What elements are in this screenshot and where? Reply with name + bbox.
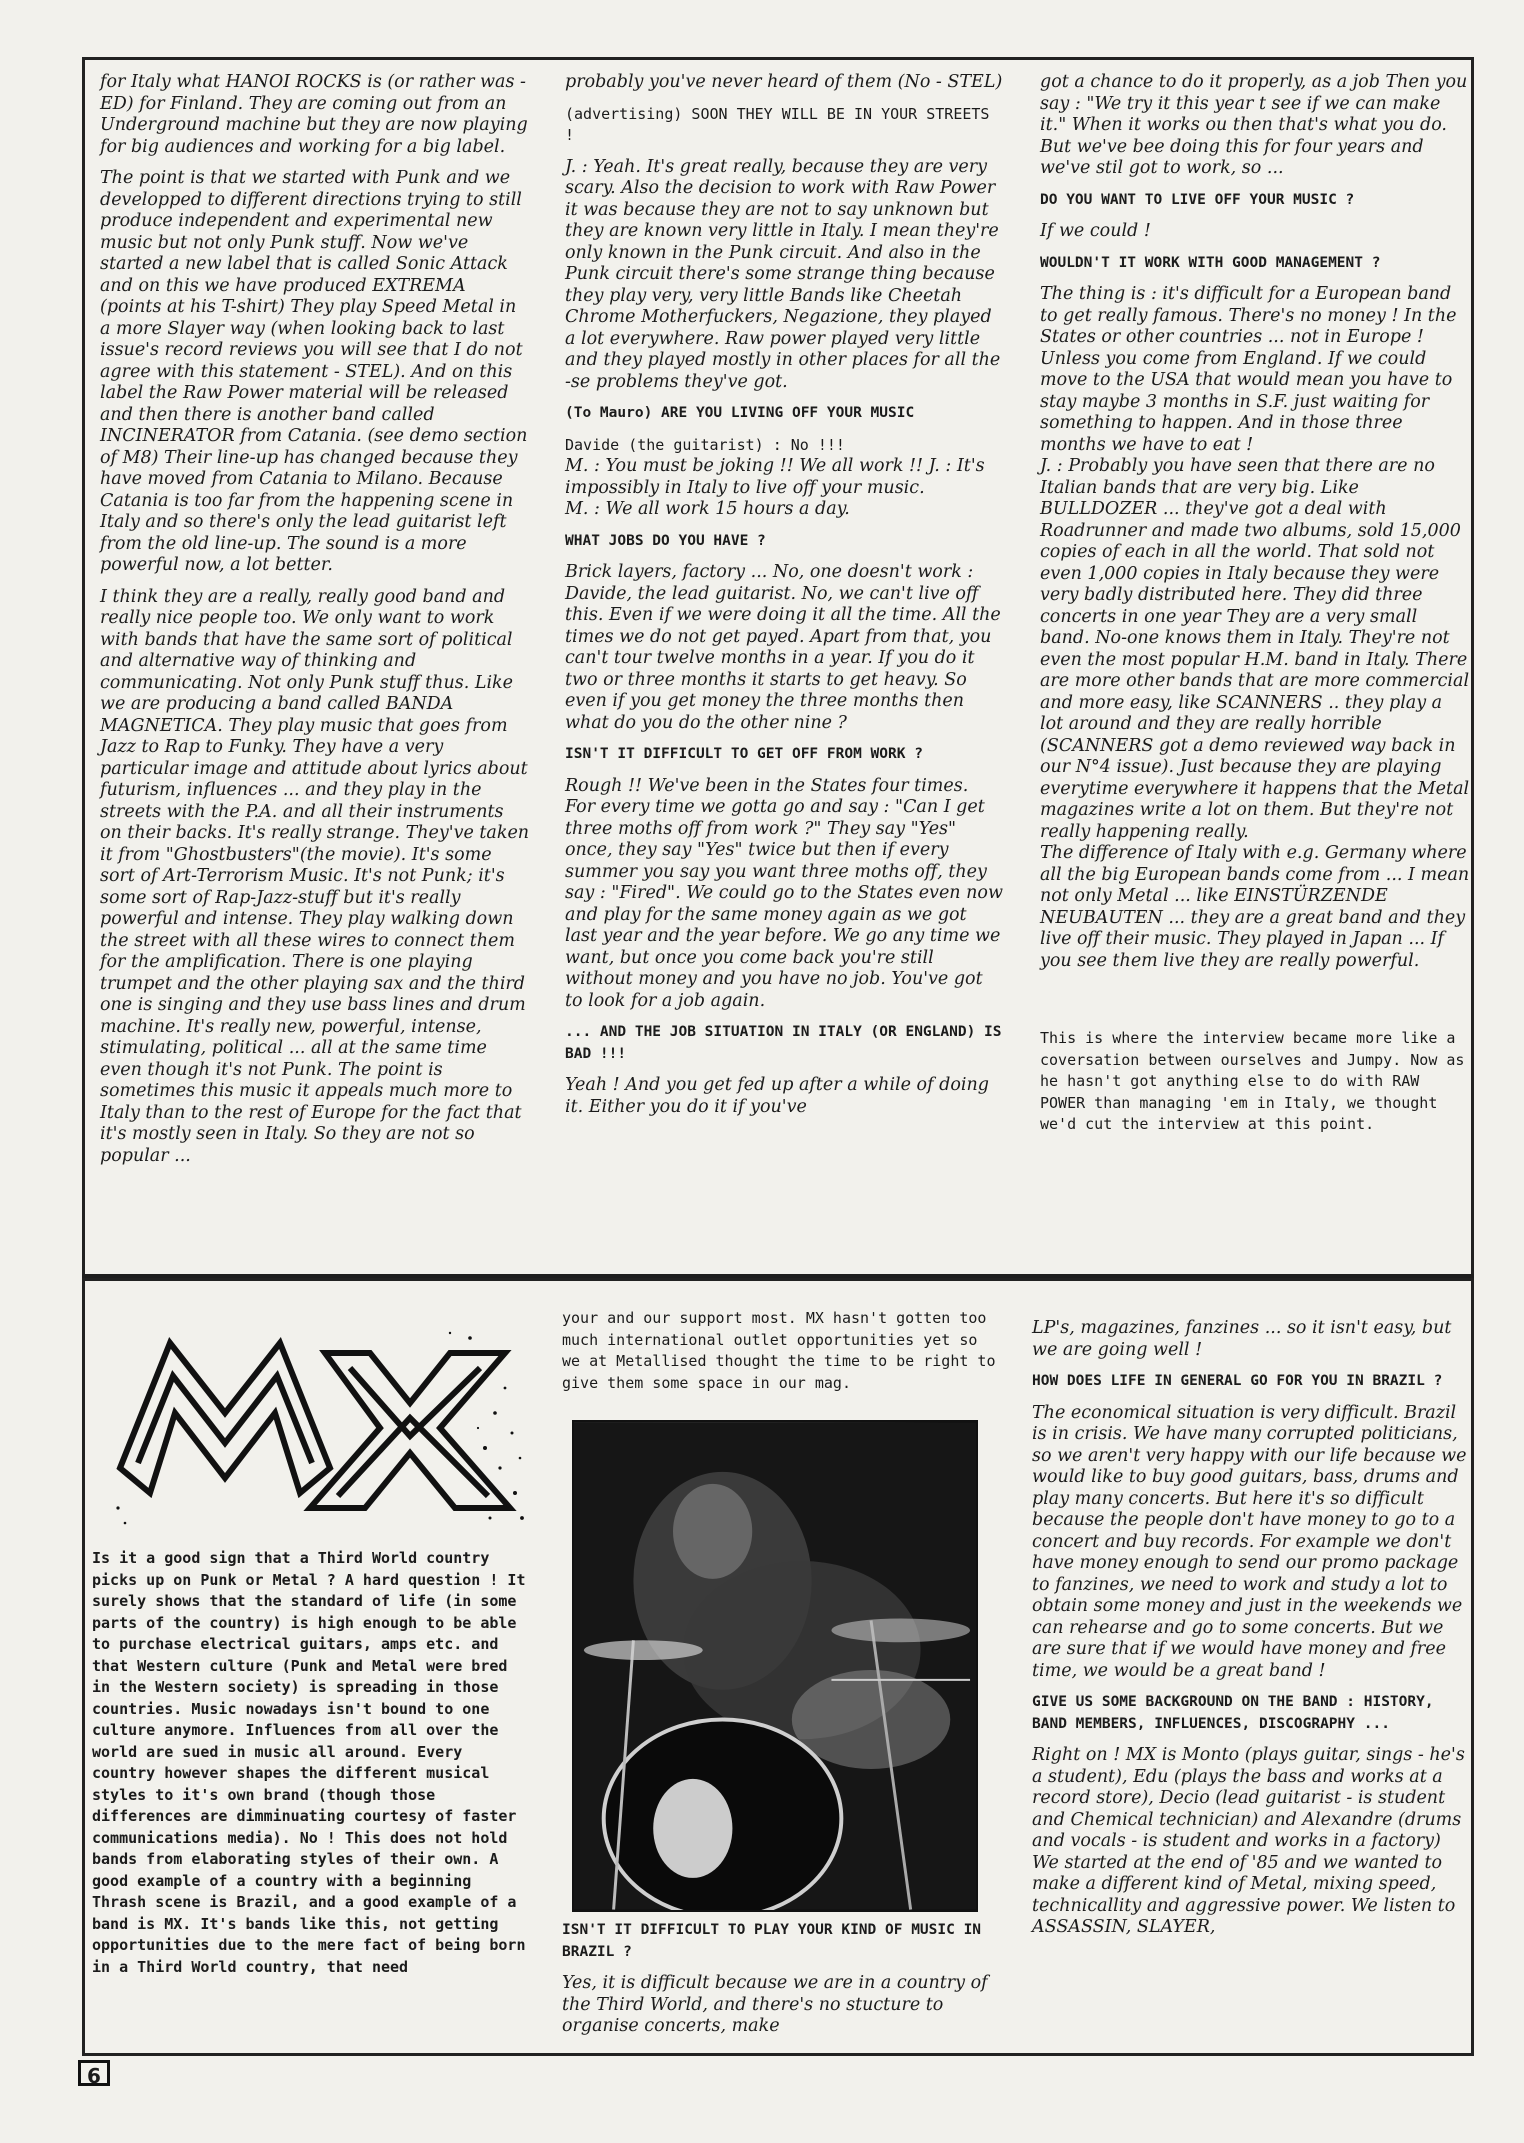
editor-note: This is where the interview became more like a coversation between ourselves and Jumpy. Now as he hasn't got anything else to do with RAW POWER than managing 'em in Italy, we thought we'd cut the interview at this point.: [1040, 1029, 1465, 1133]
paragraph: I think they are a really, really good band and really nice people too. We only want to work with bands that have the same sort of political and alternative way of thinking and communicating. Not only Punk stuff thus. Like we are producing a band called BANDA MAGNETICA. They play music that goes from Jazz to Rap to Funky. They have a very particular image and attitude about lyrics about futurism, influences ... and they play in the streets with the P.A. and all their instruments on their backs. It's really strange. They've taken it from "Ghostbusters"(the movie). It's some sort of Art-Terrorism Music. It's not Punk; it's some sort of Rap-Jazz-stuff but it's really powerful and intense. They play walking down the street with all these wires to connect them for the amplification. There is one playing trumpet and the other playing sax and the third one is singing and they use bass lines and drum machine. It's really new, powerful, intense, stimulating, political ... all at the same time even though it's not Punk. The point is sometimes this music it appeals much more to Italy than to the rest of Europe for the fact that it's mostly seen in Italy. So they are not so popular ...: [100, 586, 530, 1166]
bottom-column-3: [1032, 1318, 1472, 1949]
bottom-column-2-lower: [562, 1920, 1002, 2048]
paragraph: M. : You must be joking !! We all work !! J. : It's impossibly in Italy to live off your music.: [565, 456, 985, 498]
paragraph: your and our support most. MX hasn't gotten too much international outlet opportunities yet so we at Metallised thought the time to be right to give them some space in our mag.: [562, 1309, 996, 1392]
paragraph: Davide (the guitarist) : No !!!: [565, 435, 845, 454]
paragraph: J. : Yeah. It's great really, because they are very scary. Also the decision to work with Raw Power it was because they are not to say unknown but they are known very little in Italy. I mean they're only known in the Punk circuit. And also in the Punk circuit there's some strange thing because they play very, very little Bands like Cheetah Chrome Motherfuckers, Negazione, they played a lot everywhere. Raw power played very little and they played mostly in other places for all the -se problems they've got.: [565, 156, 1001, 392]
paragraph: for Italy what HANOI ROCKS is (or rather was - ED) for Finland. They are coming out from an Underground machine but they are now playing for big audiences and working for a big label.: [100, 72, 528, 157]
paragraph: The difference of Italy with e.g. Germany where all the big European bands come from ... I mean not only Metal ... like EINSTÜRZENDE NEUBAUTEN ... they are a great band and they live off their music. They played in Japan ... If you see them live they are really powerful.: [1040, 843, 1470, 971]
interview-question: (To Mauro) ARE YOU LIVING OFF YOUR MUSIC: [565, 405, 915, 421]
bottom-column-2: [562, 1308, 1002, 1404]
interview-question: WOULDN'T IT WORK WITH GOOD MANAGEMENT ?: [1040, 254, 1381, 271]
paragraph: LP's, magazines, fanzines ... so it isn't easy, but we are going well !: [1032, 1318, 1452, 1360]
interview-question: DO YOU WANT TO LIVE OFF YOUR MUSIC ?: [1040, 191, 1355, 208]
top-column-2: [565, 72, 1003, 1128]
interview-question: HOW DOES LIFE IN GENERAL GO FOR YOU IN BRAZIL ?: [1032, 1373, 1443, 1389]
paragraph: (advertising) SOON THEY WILL BE IN YOUR STREETS !: [565, 104, 990, 144]
interview-question: GIVE US SOME BACKGROUND ON THE BAND : HISTORY, BAND MEMBERS, INFLUENCES, DISCOGRAPHY ...: [1032, 1694, 1434, 1732]
paragraph: probably you've never heard of them (No - STEL): [565, 72, 1003, 92]
paragraph: got a chance to do it properly, as a job Then you say : "We try it this year t see if we can make it." When it works ou then that's what you do. But we've bee doing this for four years and we've stil got to work, so ...: [1040, 72, 1468, 178]
paragraph: The economical situation is very difficult. Brazil is in crisis. We have many corrupted politicians, so we aren't very happy with our life because we would like to buy good guitars, bass, drums and play many concerts. But here it's so difficult because the people don't have money to go to a concert and buy records. For example we don't have money enough to send our promo package to fanzines, we need to work and study a lot to obtain some money and just in the weekends we can rehearse and go to some concerts. But we are sure that if we would have money and free time, we would be a great band !: [1032, 1402, 1467, 1681]
paragraph: M. : We all work 15 hours a day.: [565, 499, 850, 519]
interview-question: ISN'T IT DIFFICULT TO GET OFF FROM WORK ?: [565, 746, 923, 762]
paragraph: Rough !! We've been in the States four times. For every time we gotta go and say : "Can I get three moths off from work ?" They say "Yes" once, they say "Yes" twice but then if every summer you say you want three moths off, they say : "Fired". We could go to the States even now and play for the same money again as we got last year and the year before. We go any time we want, but once you come back you're still without money and you have no job. You've got to look for a job again.: [565, 775, 1003, 1011]
bottom-column-1: [92, 1548, 530, 1988]
paragraph: Yeah ! And you get fed up after a while of doing it. Either you do it if you've: [565, 1075, 989, 1117]
paragraph: If we could !: [1040, 221, 1151, 241]
paragraph: Brick layers, factory ... No, one doesn't work : Davide, the lead guitarist. No, we can't live off this. Even if we were doing it all the time. All the times we do not get payed. Apart from that, you can't tour twelve months in a year. If you do it two or three months it starts to get heavy. So even if you get money the three months then what do you do the other nine ?: [565, 562, 1001, 733]
paragraph: The point is that we started with Punk and we developped to different directions trying to still produce independent and experimental new music but not only Punk stuff. Now we've started a new label that is called Sonic Attack and on this we have produced EXTREMA (points at his T-shirt) They play Speed Metal in a more Slayer way (when looking back to last issue's record reviews you will see that I do not agree with this statement - STEL). And on this label the Raw Power material will be released and then there is another band called INCINERATOR from Catania. (see demo section of M8) Their line-up has changed because they have moved from Catania to Milano. Because Catania is too far from the happening scene in Italy and so there's only the lead guitarist left from the old line-up. The sound is a more powerful now, a lot better.: [100, 168, 528, 575]
paragraph: The thing is : it's difficult for a European band to get really famous. There's no money ! In the States or other countries ... not in Europe ! Unless you come from England. If we could move to the USA that would mean you have to stay maybe 3 months in S.F. just waiting for something to happen. And in those three months we have to eat !: [1040, 284, 1457, 455]
interview-question: ISN'T IT DIFFICULT TO PLAY YOUR KIND OF MUSIC IN BRAZIL ?: [562, 1922, 982, 1960]
paragraph: J. : Probably you have seen that there are no Italian bands that are very big. Like BULLDOZER ... they've got a deal with Roadrunner and made two albums, sold 15,000 copies of each in all the world. That sold not even 1,000 copies in Italy because they were very badly distributed here. They did three concerts in one year They are a very small band. No-one knows them in Italy. They're not even the most popular H.M. band in Italy. There are more other bands that are more commercial and more easy, like SCANNERS .. they play a lot around and they are really horrible (SCANNERS got a demo reviewed way back in our N°4 issue). Just because they are playing everytime everywhere it happens that the Metal magazines write a lot on them. But they're not really happening really.: [1040, 456, 1470, 842]
interview-question: WHAT JOBS DO YOU HAVE ?: [565, 532, 766, 549]
mx-band-logo: [110, 1318, 530, 1533]
page-number: 6: [78, 2060, 110, 2086]
top-column-3: [1040, 72, 1470, 1146]
top-column-1: [100, 72, 530, 1177]
paragraph: Yes, it is difficult because we are in a country of the Third World, and there's no stucture to organise concerts, make: [562, 1973, 988, 2036]
paragraph: Is it a good sign that a Third World country picks up on Punk or Metal ? A hard question ! It surely shows that the standard of life (in some parts of the country) is high enough to be able to purchase electrical guitars, amps etc. and that Western culture (Punk and Metal were bred in the Western society) is spreading in those countries. Music nowadays isn't bound to one culture anymore. Influences from all over the world are sued in music all around. Every country however shapes the different musical styles to it's own brand (though those differences are dimminuating courtesy of faster communications media). No ! This does not hold bands from elaborating styles of their own. A good example of a country with a beginning Thrash scene is Brazil, and a good example of a band is MX. It's bands like this, not getting opportunities due to the mere fact of being born in a Third World country, that need: [92, 1549, 526, 1976]
band-drummer-photo: [572, 1420, 978, 1912]
paragraph: Right on ! MX is Monto (plays guitar, sings - he's a student), Edu (plays the bass and works at a record store), Decio (lead guitarist - is student and Chemical technician) and Alexandre (drums and vocals - is student and works in a factory) We started at the end of '85 and we wanted to make a different kind of Metal, mixing speed, technicallity and aggressive power. We listen to ASSASSIN, SLAYER,: [1032, 1745, 1465, 1937]
interview-question: ... AND THE JOB SITUATION IN ITALY (OR ENGLAND) IS BAD !!!: [565, 1024, 1002, 1062]
